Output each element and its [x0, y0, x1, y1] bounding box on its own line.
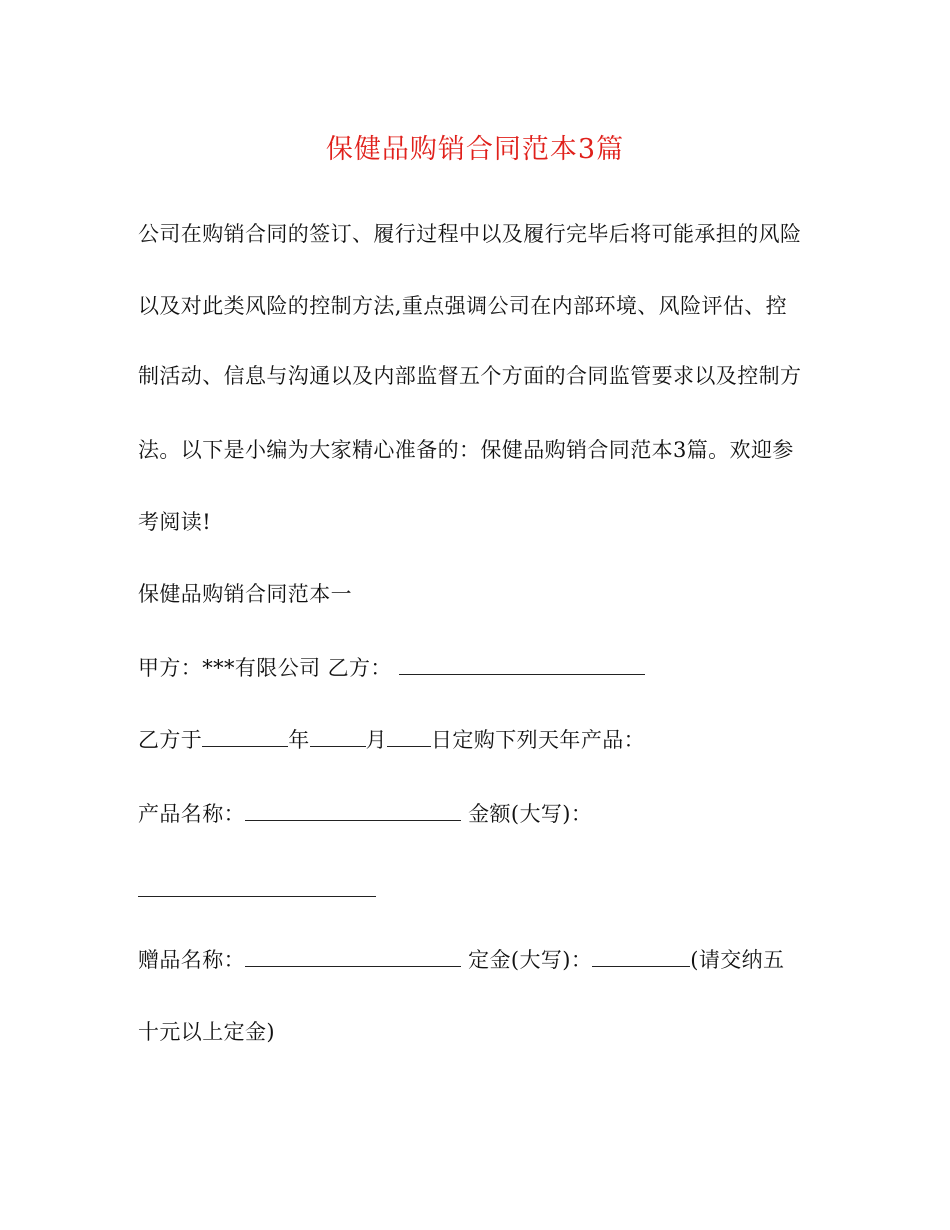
amount-blank[interactable]	[138, 896, 376, 897]
month-blank[interactable]	[310, 726, 366, 747]
parties-line	[138, 650, 645, 686]
month-label: 月	[365, 728, 388, 752]
deposit-label: 定金(大写)：	[468, 948, 593, 972]
intro-line-2: 以及对此类风险的控制方法,重点强调公司在内部环境、风险评估、控	[138, 294, 788, 318]
order-prefix: 乙方于	[138, 728, 203, 752]
gift-line	[138, 942, 784, 978]
order-date-line	[138, 722, 645, 758]
deposit-note-continued: 十元以上定金)	[138, 1020, 275, 1044]
product-name-label: 产品名称：	[138, 802, 245, 826]
year-label: 年	[288, 728, 310, 752]
deposit-blank[interactable]	[592, 946, 690, 967]
document-title: 保健品购销合同范本3篇	[325, 134, 625, 165]
year-blank[interactable]	[202, 726, 288, 747]
section-heading: 保健品购销合同范本一	[138, 582, 352, 606]
gift-name-label: 赠品名称：	[138, 948, 245, 972]
gift-name-blank[interactable]	[245, 946, 461, 967]
deposit-note: (请交纳五	[690, 948, 785, 972]
day-blank[interactable]	[387, 726, 431, 747]
product-name-blank[interactable]	[245, 800, 461, 821]
party-b-blank[interactable]	[399, 654, 645, 675]
amount-label: 金额(大写)：	[468, 802, 593, 826]
intro-line-4: 法。以下是小编为大家精心准备的：保健品购销合同范本3篇。欢迎参	[138, 438, 794, 462]
intro-line-3: 制活动、信息与沟通以及内部监督五个方面的合同监管要求以及控制方	[138, 364, 802, 388]
order-day-text: 日定购下列天年产品：	[431, 728, 646, 752]
product-line	[138, 796, 592, 832]
party-b-label: 乙方：	[327, 656, 392, 680]
intro-line-5: 考阅读!	[138, 510, 212, 534]
party-a-text: 甲方：***有限公司	[138, 656, 321, 680]
intro-line-1: 公司在购销合同的签订、履行过程中以及履行完毕后将可能承担的风险	[138, 222, 802, 246]
